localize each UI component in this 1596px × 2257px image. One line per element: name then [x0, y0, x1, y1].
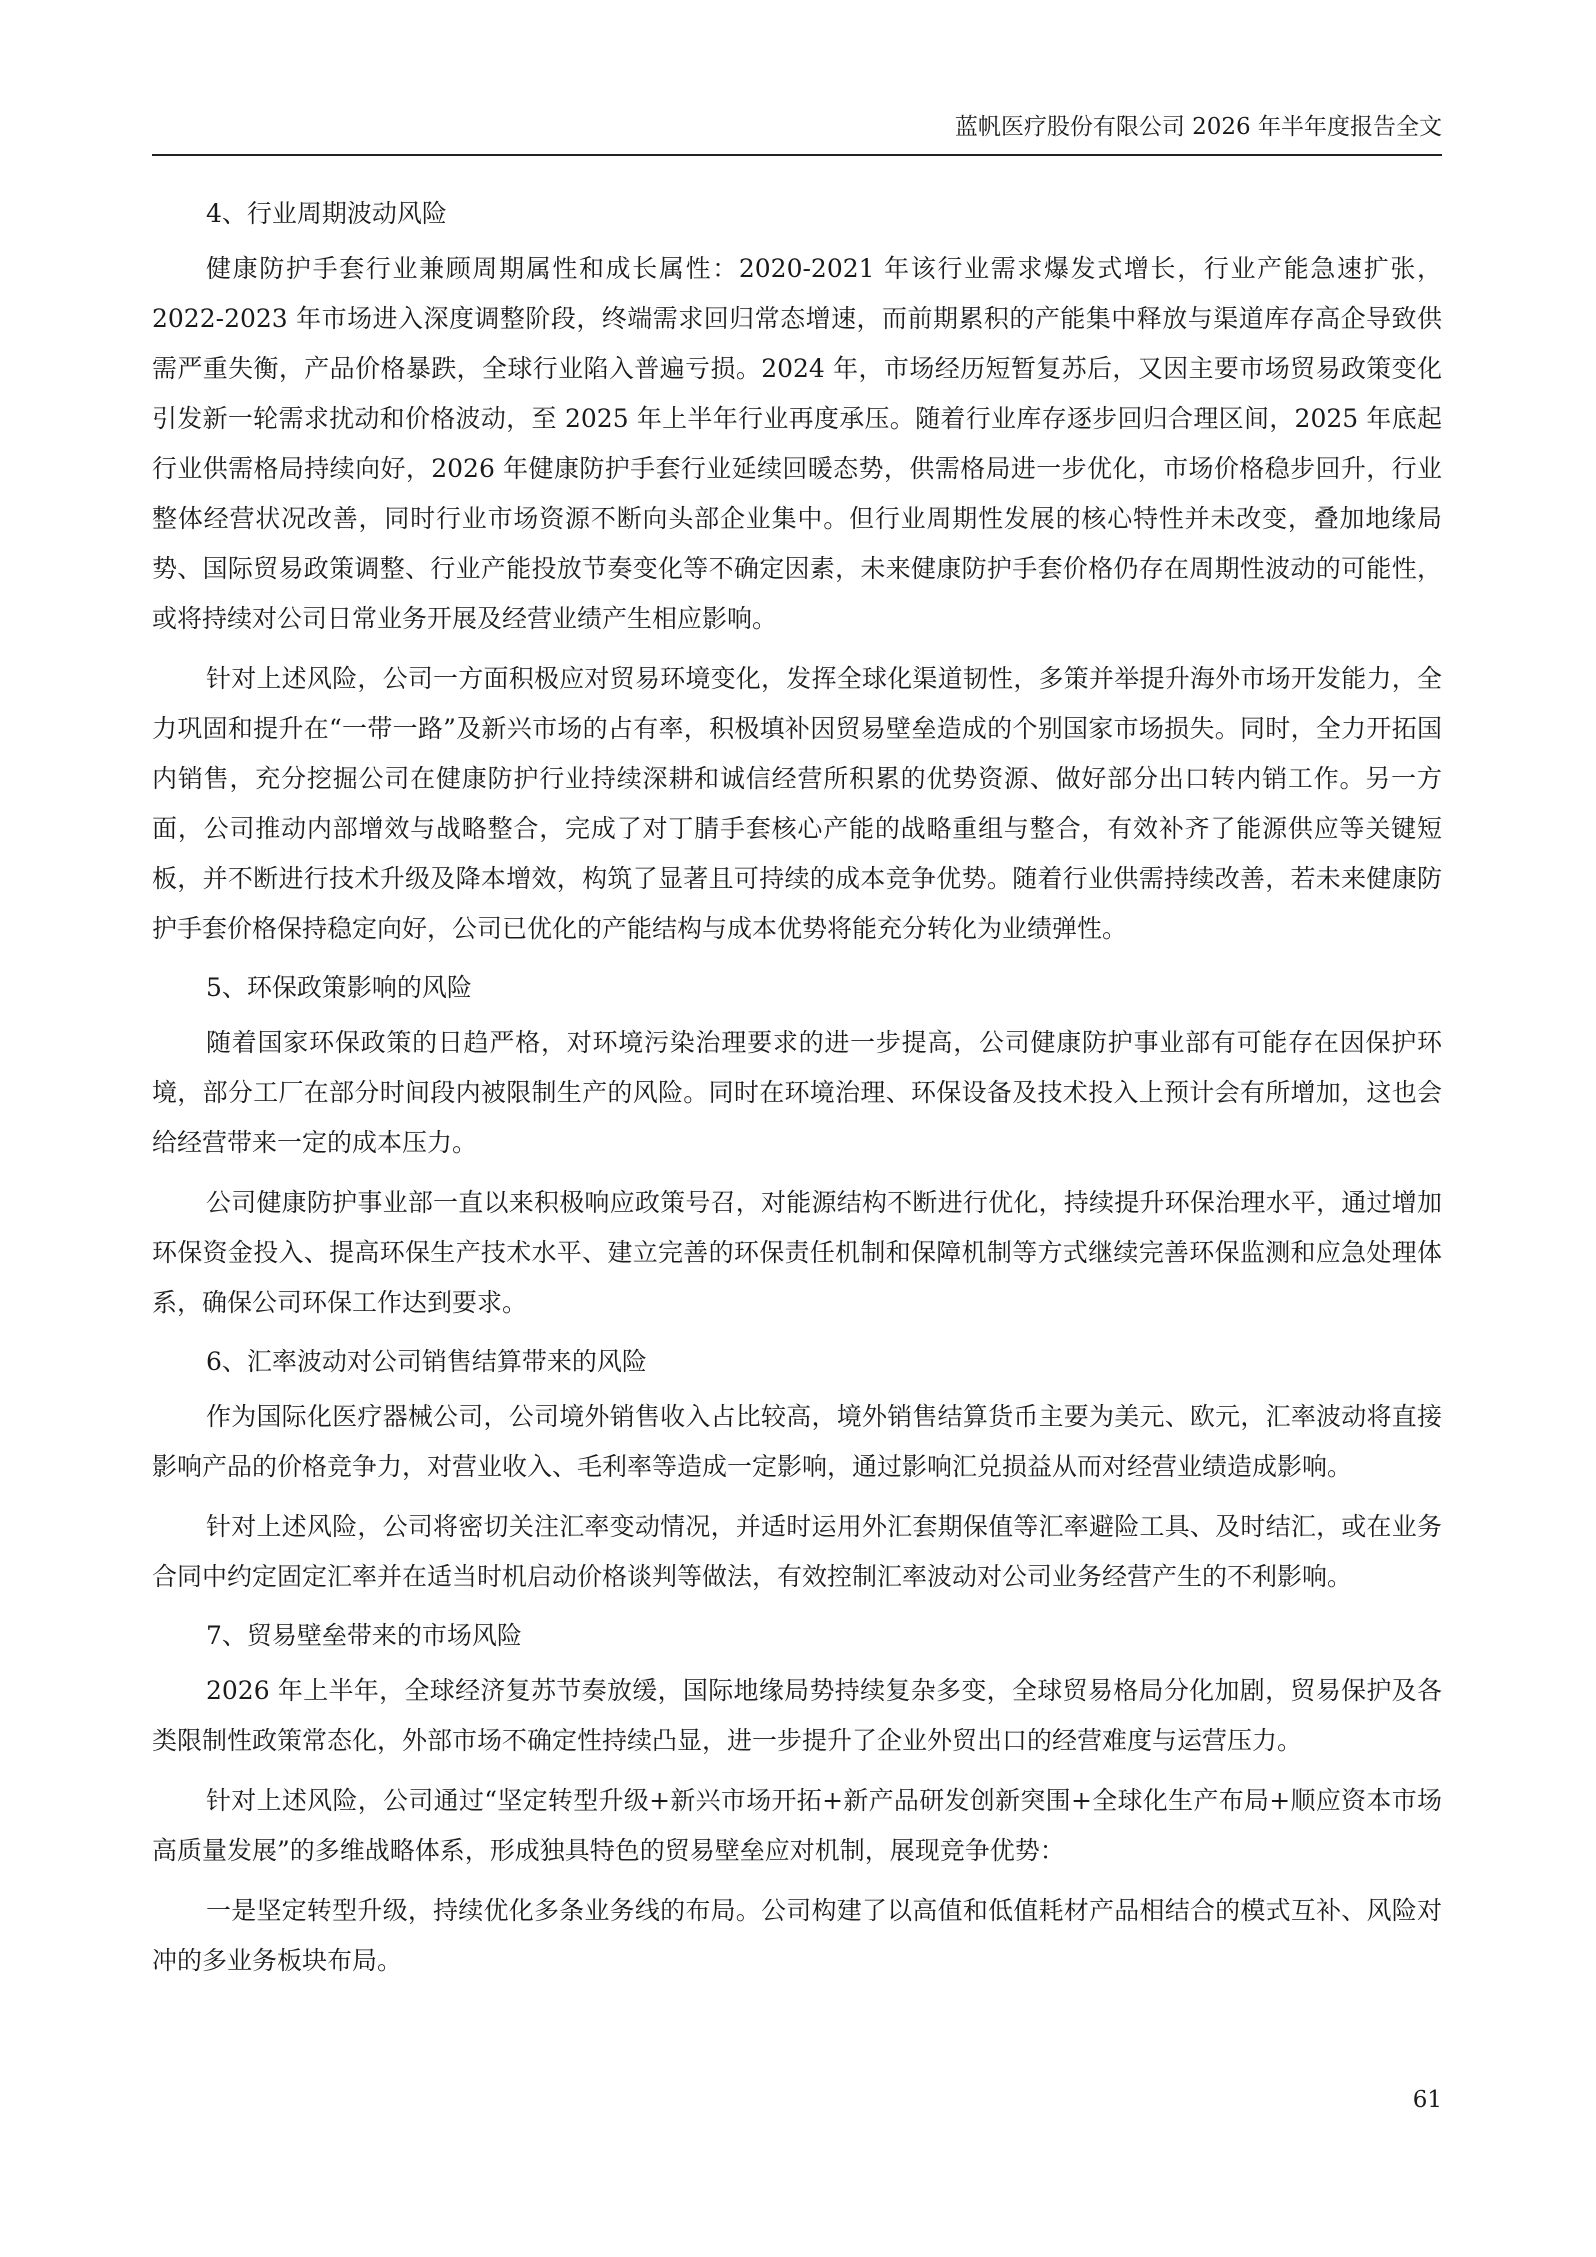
- document-body: [152, 190, 1442, 1986]
- page-header: [152, 110, 1442, 156]
- paragraph: 随着国家环保政策的日趋严格，对环境污染治理要求的进一步提高，公司健康防护事业部有可能存在因保护环境，部分工厂在部分时间段内被限制生产的风险。同时在环境治理、环保设备及技术投入上预计会有所增加，这也会给经营带来一定的成本压力。: [152, 1028, 1442, 1157]
- section-heading-5: 5、环保政策影响的风险: [206, 973, 472, 1002]
- section-heading-7: 7、贸易壁垒带来的市场风险: [206, 1621, 522, 1650]
- paragraph: 2026 年上半年，全球经济复苏节奏放缓，国际地缘局势持续复杂多变，全球贸易格局分化加剧，贸易保护及各类限制性政策常态化，外部市场不确定性持续凸显，进一步提升了企业外贸出口的经营难度与运营压力。: [152, 1676, 1442, 1755]
- paragraph: 作为国际化医疗器械公司，公司境外销售收入占比较高，境外销售结算货币主要为美元、欧元，汇率波动将直接影响产品的价格竞争力，对营业收入、毛利率等造成一定影响，通过影响汇兑损益从而对经营业绩造成影响。: [152, 1402, 1442, 1481]
- section-heading-6: 6、汇率波动对公司销售结算带来的风险: [206, 1347, 647, 1376]
- paragraph: 针对上述风险，公司一方面积极应对贸易环境变化，发挥全球化渠道韧性，多策并举提升海外市场开发能力，全力巩固和提升在“一带一路”及新兴市场的占有率，积极填补因贸易壁垒造成的个别国家市场损失。同时，全力开拓国内销售，充分挖掘公司在健康防护行业持续深耕和诚信经营所积累的优势资源、做好部分出口转内销工作。另一方面，公司推动内部增效与战略整合，完成了对丁腈手套核心产能的战略重组与整合，有效补齐了能源供应等关键短板，并不断进行技术升级及降本增效，构筑了显著且可持续的成本竞争优势。随着行业供需持续改善，若未来健康防护手套价格保持稳定向好，公司已优化的产能结构与成本优势将能充分转化为业绩弹性。: [152, 664, 1442, 943]
- paragraph: 针对上述风险，公司通过“坚定转型升级+新兴市场开拓+新产品研发创新突围+全球化生产布局+顺应资本市场高质量发展”的多维战略体系，形成独具特色的贸易壁垒应对机制，展现竞争优势：: [152, 1786, 1442, 1865]
- section-heading-4: 4、行业周期波动风险: [206, 199, 447, 228]
- paragraph: 健康防护手套行业兼顾周期属性和成长属性：2020-2021 年该行业需求爆发式增长，行业产能急速扩张，2022-2023 年市场进入深度调整阶段，终端需求回归常态增速，而前期累积的产能集中释放与渠道库存高企导致供需严重失衡，产品价格暴跌，全球行业陷入普遍亏损。2024 年，市场经历短暂复苏后，又因主要市场贸易政策变化引发新一轮需求扰动和价格波动，至 2025 年上半年行业再度承压。随着行业库存逐步回归合理区间，2025 年底起行业供需格局持续向好，2026 年健康防护手套行业延续回暖态势，供需格局进一步优化，市场价格稳步回升，行业整体经营状况改善，同时行业市场资源不断向头部企业集中。但行业周期性发展的核心特性并未改变，叠加地缘局势、国际贸易政策调整、行业产能投放节奏变化等不确定因素，未来健康防护手套价格仍存在周期性波动的可能性，或将持续对公司日常业务开展及经营业绩产生相应影响。: [152, 254, 1442, 633]
- paragraph: 一是坚定转型升级，持续优化多条业务线的布局。公司构建了以高值和低值耗材产品相结合的模式互补、风险对冲的多业务板块布局。: [152, 1896, 1442, 1975]
- header-title: 蓝帆医疗股份有限公司 2026 年半年度报告全文: [954, 114, 1442, 140]
- paragraph: 公司健康防护事业部一直以来积极响应政策号召，对能源结构不断进行优化，持续提升环保治理水平，通过增加环保资金投入、提高环保生产技术水平、建立完善的环保责任机制和保障机制等方式继续完善环保监测和应急处理体系，确保公司环保工作达到要求。: [152, 1188, 1442, 1317]
- page-number: 61: [1412, 2087, 1442, 2113]
- paragraph: 针对上述风险，公司将密切关注汇率变动情况，并适时运用外汇套期保值等汇率避险工具、及时结汇，或在业务合同中约定固定汇率并在适当时机启动价格谈判等做法，有效控制汇率波动对公司业务经营产生的不利影响。: [152, 1512, 1442, 1591]
